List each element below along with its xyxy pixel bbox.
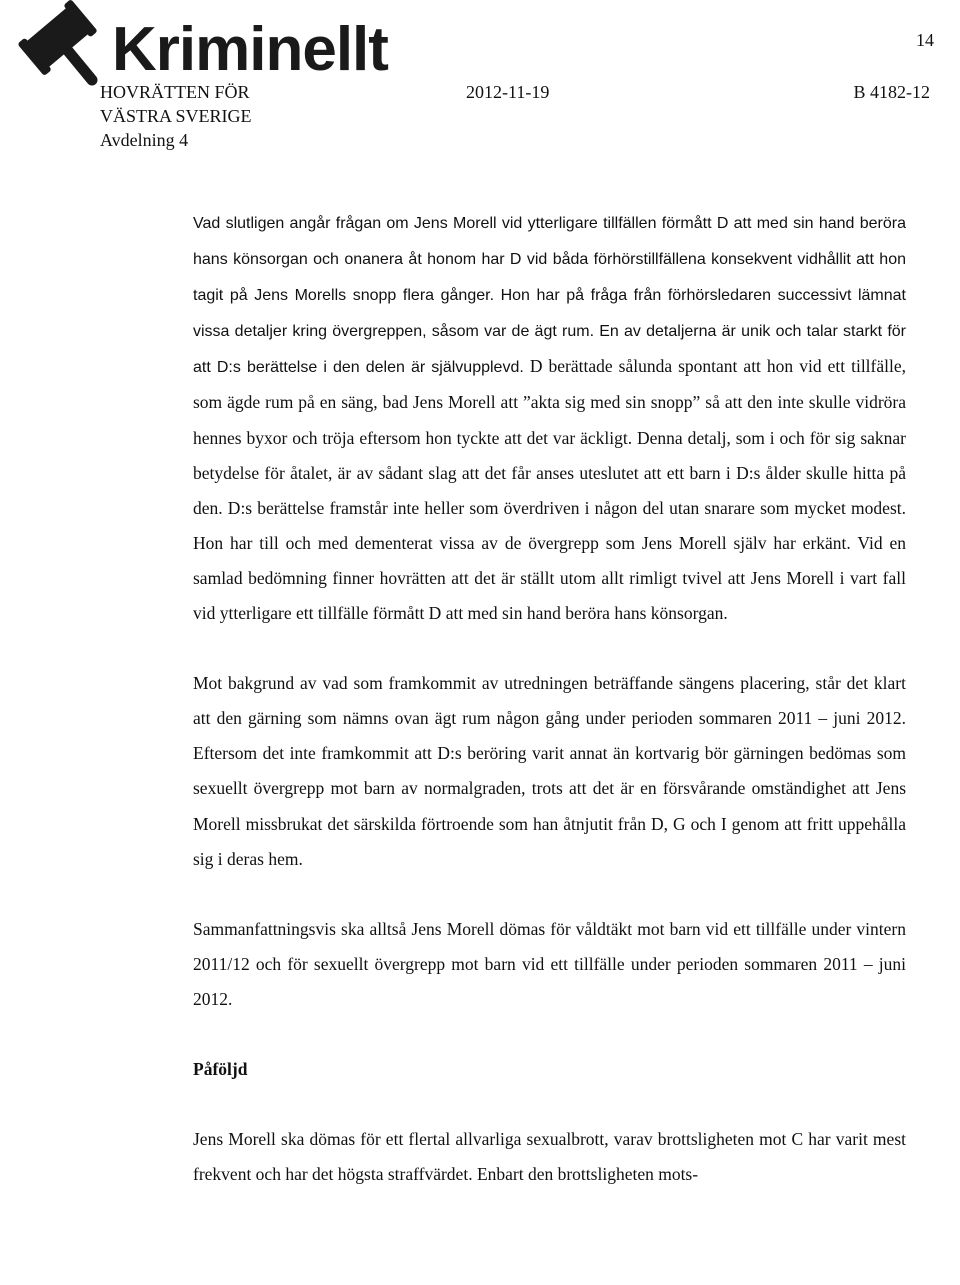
- document-body: [193, 205, 906, 1192]
- paragraph-2: Mot bakgrund av vad som framkommit av utredningen beträffande sängens placering, står det klart att den gärning som nämns ovan ägt rum någon gång under perioden sommaren 2011 – juni 2012. Eftersom det inte framkommit att D:s beröring varit annat än kortvarig bör gärningen bedömas som sexuellt övergrepp mot barn av normalgraden, trots att det är en försvårande omständighet att Jens Morell missbrukat det särskilda förtroende som han åtnjutit från D, G och I genom att fritt uppehålla sig i deras hem.: [193, 673, 906, 869]
- document-date: 2012-11-19: [466, 82, 550, 102]
- page-number: 14: [916, 30, 934, 50]
- court-division: Avdelning 4: [100, 130, 189, 150]
- paragraph-1: [193, 205, 906, 631]
- paragraph-4: Jens Morell ska dömas för ett flertal allvarliga sexualbrott, varav brottsligheten mot C har varit mest frekvent och har det högsta straffvärdet. Enbart den brottsligheten mots-: [193, 1129, 906, 1185]
- paragraph-1-part-b: D berättade sålunda spontant att hon vid ett tillfälle, som ägde rum på en säng, bad Jens Morell att ”akta sig med sin snopp” så att den inte skulle vidröra hennes byxor och tröja eftersom hon tyckte att det var äckligt. Denna detalj, som i och för sig saknar betydelse för åtalet, är av sådant slag att det får anses uteslutet att ett barn i D:s ålder skulle hitta på den. D:s berättelse framstår inte heller som överdriven i någon del utan snarare som mycket modest. Hon har till och med dementerat vissa av de övergrepp som Jens Morell själv har erkänt. Vid en samlad bedömning finner hovrätten att det är ställt utom allt rimligt tvivel att Jens Morell i vart fall vid ytterligare ett tillfälle förmått D att med sin hand beröra hans könsorgan.: [193, 356, 907, 624]
- case-number: B 4182-12: [853, 82, 930, 102]
- gavel-logo-icon: [12, 4, 388, 86]
- court-name-line2: VÄSTRA SVERIGE: [100, 106, 252, 126]
- paragraph-3: Sammanfattningsvis ska alltså Jens Morell dömas för våldtäkt mot barn vid ett tillfälle under vintern 2011/12 och för sexuellt övergrepp mot barn vid ett tillfälle under perioden sommaren 2011 – juni 2012.: [193, 918, 906, 1009]
- document-header: [100, 80, 930, 152]
- court-name-line1: HOVRÄTTEN FÖR: [100, 82, 250, 102]
- logo-wordmark: Kriminellt: [112, 15, 388, 84]
- kriminellt-logo: [12, 4, 388, 86]
- section-heading: Påföljd: [193, 1058, 248, 1079]
- paragraph-1-part-a: Vad slutligen angår frågan om Jens Morell vid ytterligare tillfällen förmått D att med sin hand beröra hans könsorgan och onanera åt honom har D vid båda förhörstillfällena konsekvent vidhållit att hon tagit på Jens Morells snopp flera gånger. Hon har på fråga från förhörsledaren successivt lämnat vissa detaljer kring övergreppen, såsom var de ägt rum. En av detaljerna är unik och talar starkt för att D:s berättelse i den delen är självupplevd.: [193, 215, 906, 377]
